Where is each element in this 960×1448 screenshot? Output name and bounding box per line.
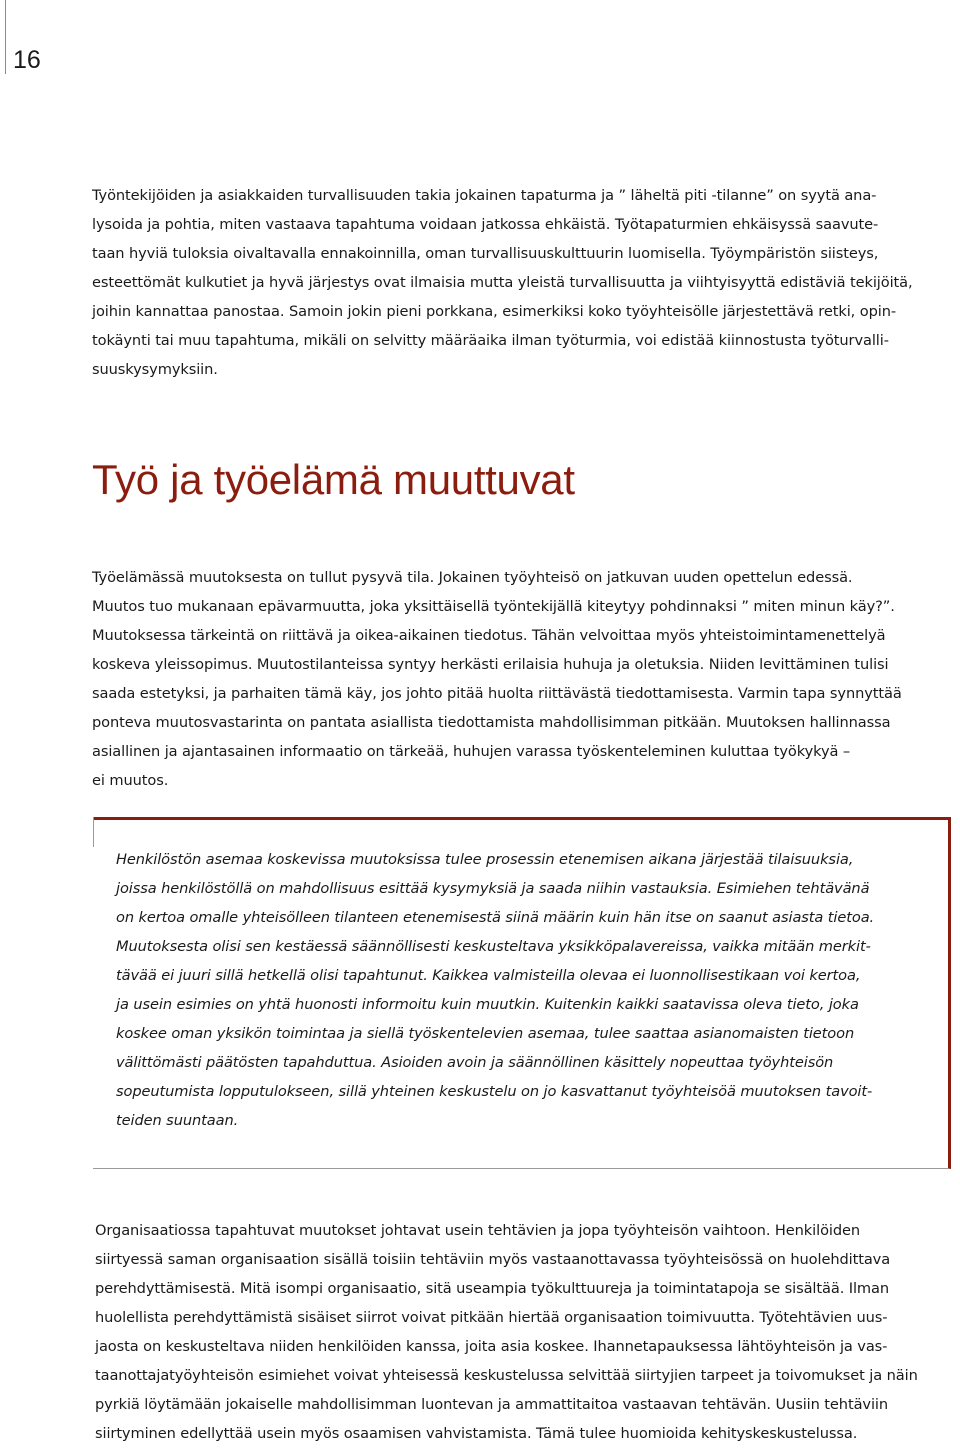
org-line-5: jaosta on keskusteltava niiden henkilöiden kanssa, joita asia koskee. Ihannetapauksessa lähtöyhteisön ja vas-: [95, 1338, 888, 1355]
intro-line-3: taan hyviä tuloksia oivaltavalla ennakoinnilla, oman turvallisuuskulttuurin luomisella. Työympäristön siisteys,: [92, 245, 879, 262]
organisation-paragraph: [95, 1216, 918, 1448]
change-line-1: Työelämässä muutoksesta on tullut pysyvä tila. Jokainen työyhteisö on jatkuvan uuden opettelun edessä.: [92, 569, 853, 586]
callout-line-4: Muutoksesta olisi sen kestäessä säännöllisesti keskusteltava yksikköpalavereissa, vaikka mitään merkit-: [116, 938, 871, 955]
intro-line-1: Työntekijöiden ja asiakkaiden turvallisuuden takia jokainen tapaturma ja ” läheltä piti -tilanne” on syytä ana-: [92, 187, 877, 204]
callout-line-3: on kertoa omalle yhteisölleen tilanteen etenemisestä siinä määrin kuin hän itse on saanut asiasta tietoa.: [116, 909, 875, 926]
callout-text: [116, 845, 874, 1135]
callout-line-7: koskee oman yksikön toimintaa ja siellä työskentelevien asemaa, tulee saattaa asianomaisten tietoon: [116, 1025, 855, 1042]
intro-line-2: lysoida ja pohtia, miten vastaava tapahtuma voidaan jatkossa ehkäistä. Työtapaturmien ehkäisyssä saavute-: [92, 216, 879, 233]
change-line-4: koskeva yleissopimus. Muutostilanteissa syntyy herkästi erilaisia huhuja ja oletuksia. Niiden levittäminen tulisi: [92, 656, 889, 673]
org-line-4: huolellista perehdyttämistä sisäiset siirrot voivat pitkään hiertää organisaation toimivuutta. Työtehtävien uus-: [95, 1309, 888, 1326]
change-line-5: saada estetyksi, ja parhaiten tämä käy, jos johto pitää huolta riittävästä tiedottamisesta. Varmin tapa synnyttää: [92, 685, 902, 702]
intro-line-4: esteettömät kulkutiet ja hyvä järjestys ovat ilmaisia mutta yleistä turvallisuutta ja viihtyisyyttä edistäviä tekijöitä,: [92, 274, 913, 291]
intro-line-6: tokäynti tai muu tapahtuma, mikäli on selvitty määräaika ilman työturmia, voi edistää kiinnostusta työturvalli-: [92, 332, 889, 349]
org-line-7: pyrkiä löytämään jokaiselle mahdollisimman luontevan ja ammattitaitoa vastaavan tehtävän. Uusiin tehtäviin: [95, 1396, 889, 1413]
callout-line-9: sopeutumista lopputulokseen, sillä yhteinen keskustelu on jo kasvattanut työyhteisöä muutoksen tavoit-: [116, 1083, 873, 1100]
change-line-7: asiallinen ja ajantasainen informaatio on tärkeää, huhujen varassa työskenteleminen kuluttaa työkykyä –: [92, 743, 851, 760]
change-line-8: ei muutos.: [92, 772, 169, 789]
org-line-1: Organisaatiossa tapahtuvat muutokset johtavat usein tehtävien ja jopa työyhteisön vaihtoon. Henkilöiden: [95, 1222, 861, 1239]
change-line-2: Muutos tuo mukanaan epävarmuutta, joka yksittäisellä työntekijällä kiteytyy pohdinnaksi ” miten minun käy?”.: [92, 598, 895, 615]
callout-line-10: teiden suuntaan.: [116, 1112, 239, 1129]
intro-paragraph: [92, 181, 913, 384]
page-number: 16: [13, 46, 41, 74]
margin-rule: [5, 0, 6, 74]
callout-line-1: Henkilöstön asemaa koskevissa muutoksissa tulee prosessin etenemisen aikana järjestää tilaisuuksia,: [116, 851, 854, 868]
callout-left-rule: [93, 817, 94, 847]
change-paragraph: [92, 563, 902, 795]
change-line-6: ponteva muutosvastarinta on pantata asiallista tiedottamista mahdollisimman pitkään. Muutoksen hallinnassa: [92, 714, 891, 731]
section-heading: Työ ja työelämä muuttuvat: [92, 456, 575, 503]
callout-line-8: välittömästi päätösten tapahduttua. Asioiden avoin ja säännöllinen käsittely nopeuttaa työyhteisön: [116, 1054, 834, 1071]
intro-line-5: joihin kannattaa panostaa. Samoin jokin pieni porkkana, esimerkiksi koko työyhteisölle järjestettävä retki, opin-: [92, 303, 897, 320]
callout-line-2: joissa henkilöstöllä on mahdollisuus esittää kysymyksiä ja saada niihin vastauksia. Esimiehen tehtävänä: [116, 880, 870, 897]
org-line-6: taanottajatyöyhteisön esimiehet voivat yhteisessä keskustelussa selvittää siirtyjien tarpeet ja toivomukset ja näin: [95, 1367, 918, 1384]
org-line-2: siirtyessä saman organisaation sisällä toisiin tehtäviin myös vastaanottavassa työyhteisössä on huolehdittava: [95, 1251, 891, 1268]
callout-line-5: tävää ei juuri sillä hetkellä olisi tapahtunut. Kaikkea valmisteilla olevaa ei luonnollisestikaan voi kertoa,: [116, 967, 861, 984]
org-line-3: perehdyttämisestä. Mitä isompi organisaatio, sitä useampia työkulttuureja ja toimintatapoja se sisältää. Ilman: [95, 1280, 890, 1297]
intro-line-7: suuskysymyksiin.: [92, 361, 218, 378]
callout-line-6: ja usein esimies on yhtä huonosti informoitu kuin muutkin. Kuitenkin kaikki saatavissa oleva tieto, joka: [116, 996, 859, 1013]
change-line-3: Muutoksessa tärkeintä on riittävä ja oikea-aikainen tiedotus. Tähän velvoittaa myös yhteistoimintamenettelyä: [92, 627, 886, 644]
org-line-8: siirtyminen edellyttää usein myös osaamisen vahvistamista. Tämä tulee huomioida kehityskeskustelussa.: [95, 1425, 858, 1442]
